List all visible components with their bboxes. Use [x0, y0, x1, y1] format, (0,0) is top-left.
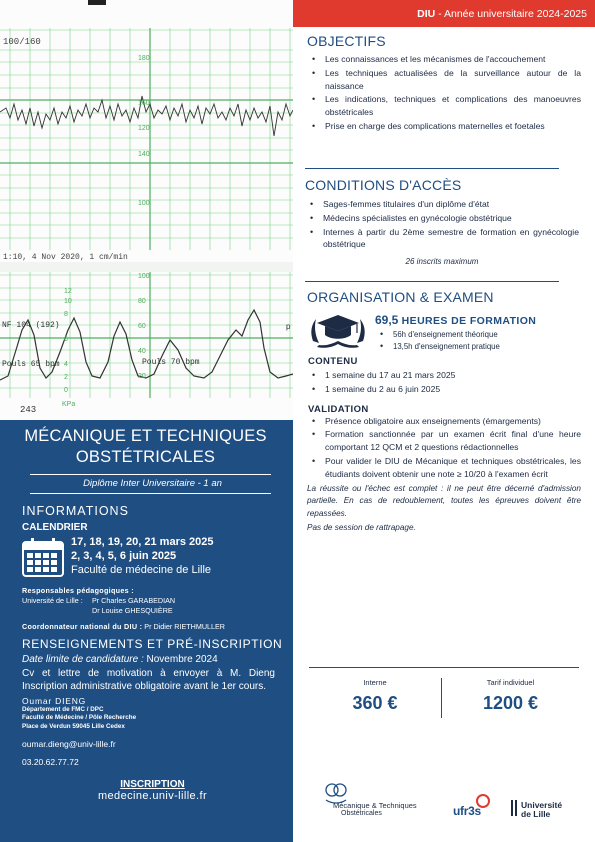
cardiotocography-photo — [0, 0, 293, 420]
resp-heading: Responsables pédagogiques : — [22, 586, 134, 595]
contenu-list — [307, 369, 581, 396]
list-item: • 13,5h d'enseignement pratique — [375, 341, 536, 352]
list-item: • Présence obligatoire aux enseignements (émargements) — [307, 415, 581, 428]
conditions-list — [305, 198, 579, 251]
contenu-title: CONTENU — [308, 356, 358, 367]
list-item: • Médecins spécialistes en gynécologie obstétrique — [305, 212, 579, 225]
location: Faculté de médecine de Lille — [71, 564, 212, 576]
ctg-axis-label: 0 — [64, 387, 68, 394]
ctg-axis-label: 40 — [138, 348, 146, 355]
ctg-axis-label: 60 — [138, 323, 146, 330]
inscription-link[interactable]: medecine.univ-lille.fr — [97, 790, 208, 802]
application-text: Cv et lettre de motivation à envoyer à M. Dieng Inscription administrative obligatoire avant le 1er cours. — [22, 667, 275, 692]
conditions-title: CONDITIONS D'ACCÈS — [305, 177, 462, 193]
hours-block — [307, 311, 581, 353]
list-item: • Les techniques actualisées de la surveillance autour de la naissance — [307, 67, 581, 93]
calendar-block — [22, 535, 283, 577]
right-column — [293, 0, 595, 842]
ctg-page-number: 243 — [20, 405, 37, 415]
left-column — [0, 0, 293, 842]
calendar-dates — [71, 535, 214, 577]
list-item: • Les connaissances et les mécanismes de l'accouchement — [307, 53, 581, 66]
hours-total — [375, 311, 536, 329]
diploma-subtitle: Diplôme Inter Universitaire - 1 an — [83, 478, 222, 489]
header-bar — [293, 0, 595, 27]
univ-lille-bar — [511, 800, 513, 816]
dates-june: 2, 3, 4, 5, 6 juin 2025 — [71, 550, 177, 562]
ctg-pulse-label: Pouls 70 bpm — [142, 358, 200, 367]
deadline — [22, 653, 283, 667]
price-individuel-label: Tarif individuel — [486, 678, 535, 687]
price-interne-label: Interne — [363, 678, 387, 687]
ctg-scale-label: 100/160 — [3, 37, 41, 47]
resp-univ: Université de Lille : — [22, 596, 83, 605]
ctg-axis-label: 2 — [64, 374, 68, 381]
ctg-axis-label: 10 — [64, 298, 72, 305]
deadline-label: Date limite de candidature : — [22, 654, 144, 665]
graduation-cap-icon — [307, 311, 369, 351]
coord-block — [22, 622, 283, 632]
coord-label: Coordonnateur national du DIU : — [22, 622, 143, 631]
list-item: • Internes à partir du 2ème semestre de formation en gynécologie obstétrique — [305, 226, 579, 252]
contact-name: Oumar DIENG — [22, 695, 87, 706]
price-individuel — [442, 678, 579, 718]
price-individuel-value: 1200 € — [482, 693, 539, 713]
contact-phone: 03.20.62.77.72 — [22, 757, 79, 767]
address-line: Faculté de Médecine / Pôle Recherche — [22, 714, 137, 721]
resp-block — [22, 586, 283, 616]
ctg-axis-label: 4 — [64, 361, 68, 368]
list-item: • 1 semaine du 2 au 6 juin 2025 — [307, 383, 581, 396]
resp-person-2: Dr Louise GHESQUIÈRE — [92, 606, 173, 615]
univ-lille-line2: de Lille — [521, 809, 551, 819]
header-year: - Année universitaire 2024-2025 — [435, 8, 587, 20]
organisation-title: ORGANISATION & EXAMEN — [307, 289, 494, 305]
ctg-axis-label: 6 — [64, 336, 68, 343]
price-interne-value: 360 € — [352, 693, 398, 713]
hours-number: 69,5 — [375, 313, 399, 327]
list-item: • Formation sanctionnée par un examen écrit final d'une heure comportant 12 QCM et 2 questions rédactionnelles — [307, 428, 581, 454]
header-diu: DIU — [417, 8, 436, 20]
list-item: • Pour valider le DIU de Mécanique et techniques obstétricales, les étudiants doivent obtenir une note ≥ 10/20 à l'examen écrit — [307, 455, 581, 481]
coord-name: Pr Didier RIETHMULLER — [142, 622, 225, 631]
contact-address — [22, 706, 283, 732]
ctg-axis-label: 100 — [138, 200, 150, 207]
ctg-nf-label: NF 104 (192) — [2, 321, 60, 330]
ctg-axis-label: 12 — [64, 288, 72, 295]
divider — [305, 168, 559, 169]
address-line: Place de Verdun 59045 Lille Cedex — [22, 722, 125, 730]
program-title: MÉCANIQUE ET TECHNIQUES OBSTÉTRICALES — [24, 427, 267, 466]
dates-march: 17, 18, 19, 20, 21 mars 2025 — [71, 536, 214, 548]
ufr3s-logo-text: ufr3s — [453, 804, 481, 818]
divider — [30, 493, 271, 494]
organisation-section — [307, 289, 581, 535]
calendar-icon — [22, 537, 64, 577]
divider — [305, 281, 559, 282]
hours-label: HEURES DE FORMATION — [398, 315, 537, 327]
list-item: • Prise en charge des complications maternelles et foetales — [307, 120, 581, 133]
ctg-axis-label: 8 — [64, 311, 68, 318]
list-item: • 56h d'enseignement théorique — [375, 329, 536, 340]
ctg-unit-label: KPa — [62, 401, 76, 408]
univ-lille-line1: Université — [521, 800, 563, 810]
ctg-edge-label: p — [286, 322, 291, 331]
address-line: Département de FMC / DPC — [22, 705, 104, 713]
mto-logo-line2: Obstétricales — [341, 810, 382, 817]
list-item: • Les indications, techniques et complications des manoeuvres obstétricales — [307, 93, 581, 119]
objectifs-list — [307, 53, 581, 133]
validation-list — [307, 415, 581, 481]
renseignements-heading: RENSEIGNEMENTS ET PRÉ-INSCRIPTION — [22, 637, 283, 651]
ctg-axis-label: 100 — [138, 273, 150, 280]
objectifs-section — [307, 33, 581, 134]
deadline-value: Novembre 2024 — [143, 654, 218, 665]
ctg-pulse-label: Pouls 65 bpm — [2, 360, 60, 369]
ctg-trace-image — [0, 0, 293, 420]
ctg-date-label: 1:10, 4 Nov 2020, 1 cm/min — [3, 253, 128, 262]
calendar-heading: CALENDRIER — [22, 522, 88, 533]
list-item: • Sages-femmes titulaires d'un diplôme d'état — [305, 198, 579, 211]
validation-title: VALIDATION — [308, 403, 369, 415]
info-heading: INFORMATIONS — [22, 504, 129, 518]
ctg-axis-label: 180 — [138, 55, 150, 62]
divider — [309, 667, 579, 668]
list-item: • 1 semaine du 17 au 21 mars 2025 — [307, 369, 581, 382]
ctg-axis-label: 160 — [138, 100, 150, 107]
validation-note: La réussite ou l'échec est complet : il ne peut être décerné d'admission partielle. En cas de redoublement, toutes les épreuves doivent être repassées. — [307, 483, 581, 518]
rattrapage-note: Pas de session de rattrapage. — [307, 523, 416, 533]
ctg-axis-label: 20 — [138, 373, 146, 380]
mto-logo-line1: Mécanique & Techniques — [333, 801, 417, 810]
program-info-panel — [0, 420, 293, 842]
contact-email[interactable]: oumar.dieng@univ-lille.fr — [22, 739, 116, 749]
price-interne — [309, 678, 441, 718]
inscription-label: INSCRIPTION — [120, 779, 185, 790]
ctg-axis-label: 140 — [138, 151, 150, 158]
pricing-block — [309, 678, 579, 718]
ctg-axis-label: 80 — [138, 298, 146, 305]
conditions-section — [305, 177, 579, 266]
ctg-axis-label: 120 — [138, 125, 150, 132]
resp-person-1: Pr Charles GARABEDIAN — [92, 596, 176, 605]
hours-list — [375, 329, 536, 352]
univ-lille-bar — [515, 800, 517, 816]
max-inscrits-note: 26 inscrits maximum — [405, 257, 479, 267]
objectifs-title: OBJECTIFS — [307, 33, 386, 49]
